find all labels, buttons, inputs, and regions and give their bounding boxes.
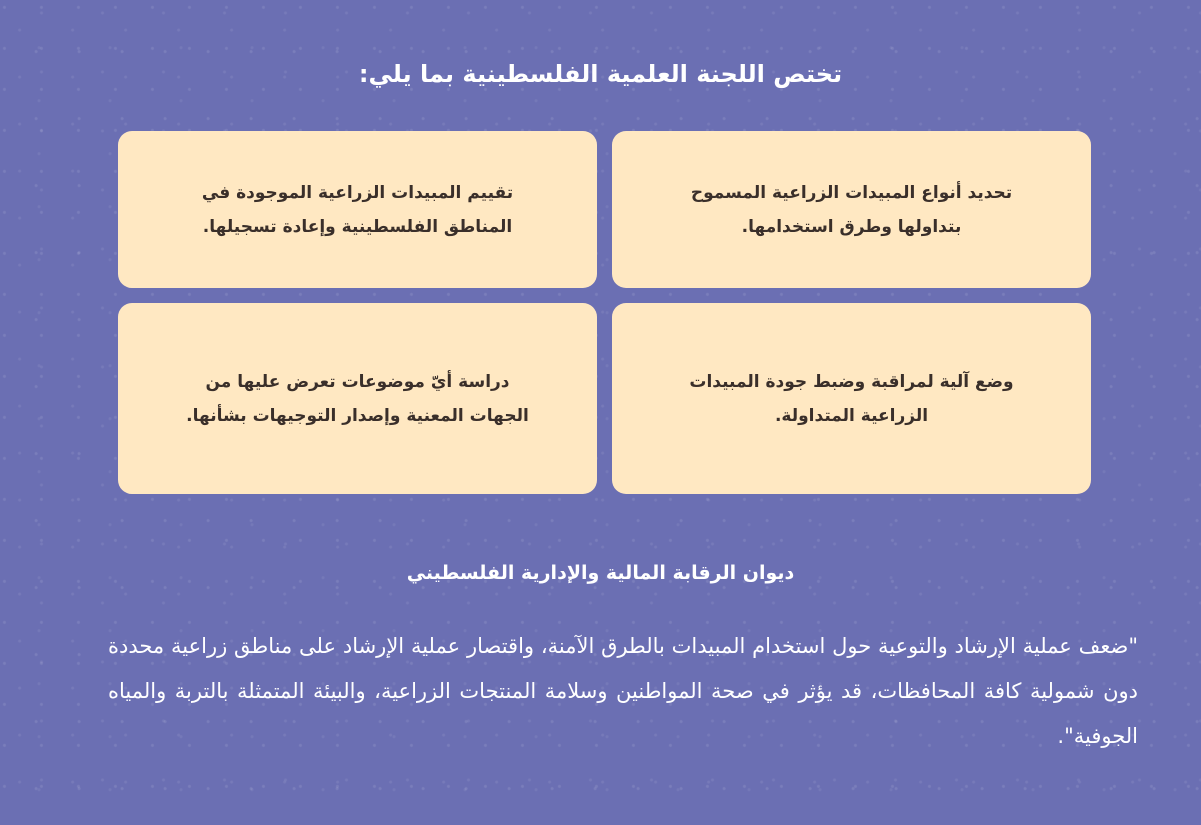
card-evaluate-pesticides: تقييم المبيدات الزراعية الموجودة في المناطق الفلسطينية وإعادة تسجيلها. (118, 131, 597, 288)
cards-grid (118, 131, 1091, 494)
quote-source: ديوان الرقابة المالية والإدارية الفلسطيني (406, 562, 795, 584)
card-define-pesticides: تحديد أنواع المبيدات الزراعية المسموح بتداولها وطرق استخدامها. (612, 131, 1091, 288)
card-quality-control: وضع آلية لمراقبة وضبط جودة المبيدات الزراعية المتداولة. (612, 303, 1091, 494)
card-study-topics: دراسة أيّ موضوعات تعرض عليها من الجهات المعنية وإصدار التوجيهات بشأنها. (118, 303, 597, 494)
section-heading: تختص اللجنة العلمية الفلسطينية بما يلي: (358, 60, 843, 88)
quote-text: "ضعف عملية الإرشاد والتوعية حول استخدام المبيدات بالطرق الآمنة، واقتصار عملية الإرشاد على مناطق زراعية محددة دون شمولية كافة المحافظات، قد يؤثر في صحة المواطنين وسلامة المنتجات الزراعية، والبيئة المتمثلة بالتربة والمياه الجوفية". (108, 634, 1138, 748)
